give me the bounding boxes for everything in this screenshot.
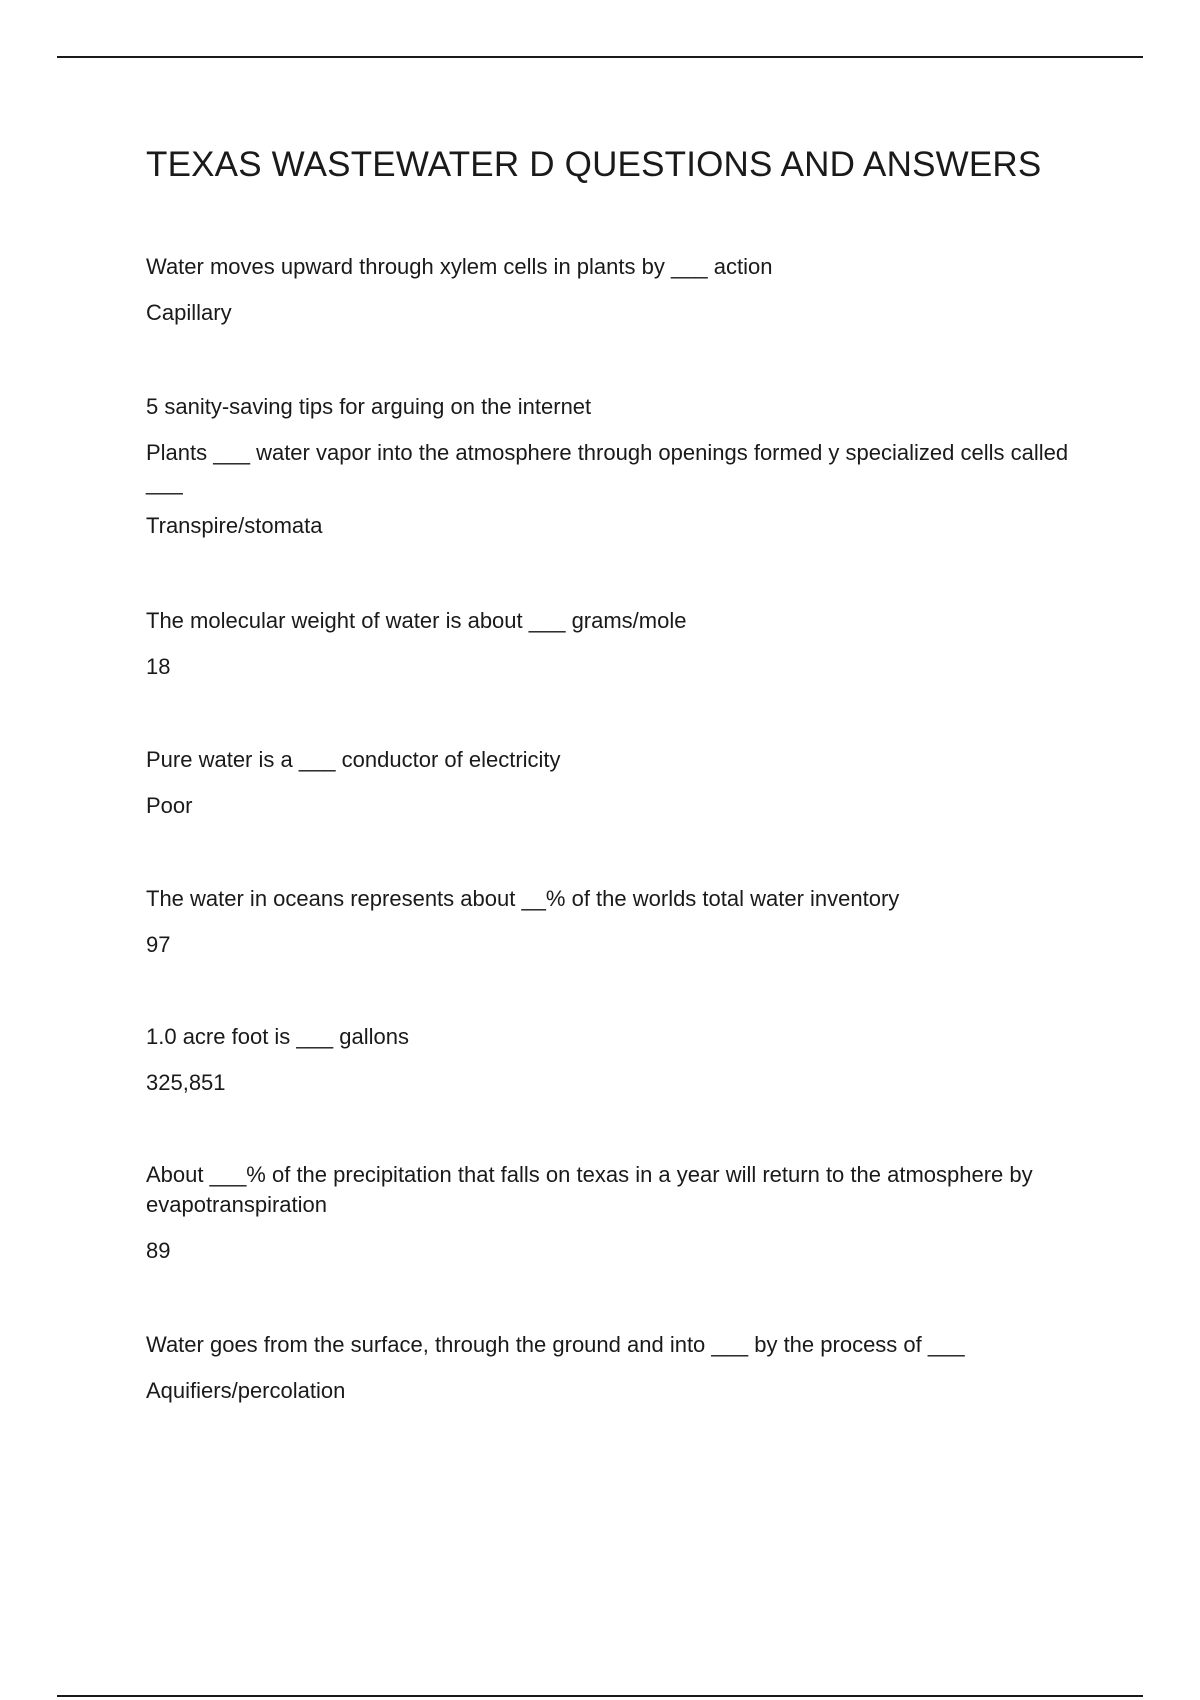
- question-text: The molecular weight of water is about ___ grams/mole: [146, 608, 687, 633]
- answer-text: Poor: [146, 793, 193, 818]
- document-title: TEXAS WASTEWATER D QUESTIONS AND ANSWERS: [146, 145, 1042, 184]
- question-text: 1.0 acre foot is ___ gallons: [146, 1024, 409, 1049]
- question-text: Water goes from the surface, through the ground and into ___ by the process of ___: [146, 1332, 965, 1357]
- answer-text: Aquifiers/percolation: [146, 1378, 346, 1403]
- answer-text: 325,851: [146, 1070, 226, 1095]
- answer-text: 97: [146, 932, 171, 957]
- question-text: The water in oceans represents about __% of the worlds total water inventory: [146, 886, 900, 911]
- question-text: Pure water is a ___ conductor of electricity: [146, 747, 561, 772]
- bottom-rule: [57, 1695, 1143, 1697]
- question-text: Plants ___ water vapor into the atmosphere through openings formed y specialized cells called ___: [146, 440, 1069, 495]
- top-rule: [57, 56, 1143, 58]
- answer-text: Capillary: [146, 300, 232, 325]
- answer-text: Transpire/stomata: [146, 513, 323, 538]
- answer-text: 18: [146, 654, 171, 679]
- answer-text: 89: [146, 1238, 171, 1263]
- question-text: 5 sanity-saving tips for arguing on the internet: [146, 394, 592, 419]
- question-text: Water moves upward through xylem cells in plants by ___ action: [146, 254, 773, 279]
- question-text: About ___% of the precipitation that falls on texas in a year will return to the atmosphere by evapotranspiration: [146, 1162, 1033, 1217]
